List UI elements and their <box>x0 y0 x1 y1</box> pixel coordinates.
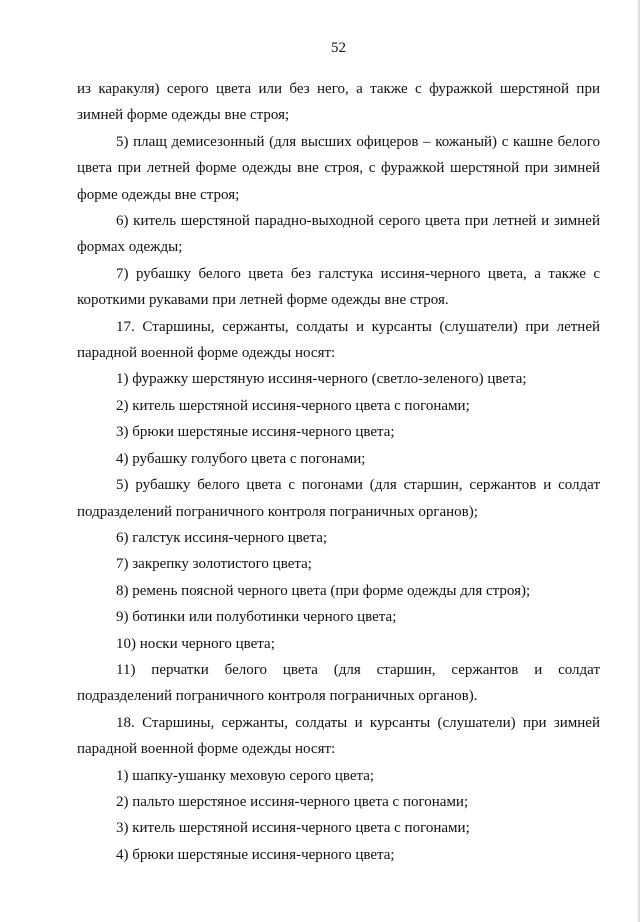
list-item: 5) плащ демисезонный (для высших офицеров – кожаный) с кашне белого цвета при летней форме одежды вне строя, с фуражкой шерстяной при зимней форме одежды вне строя; <box>77 133 600 203</box>
list-item: 8) ремень поясной черного цвета (при форме одежды для строя); <box>116 582 531 599</box>
paragraph-continuation: из каракуля) серого цвета или без него, а также с фуражкой шерстяной при зимней форме одежды вне строя; <box>77 81 600 124</box>
list-item: 3) китель шерстяной иссиня-черного цвета с погонами; <box>116 820 470 837</box>
list-item: 2) пальто шерстяное иссиня-черного цвета с погонами; <box>116 793 469 810</box>
list-item: 6) галстук иссиня-черного цвета; <box>116 529 328 546</box>
list-item: 7) рубашку белого цвета без галстука иссиня-черного цвета, а также с короткими рукавами при летней форме одежды вне строя. <box>77 265 600 309</box>
list-item: 4) брюки шерстяные иссиня-черного цвета; <box>116 846 395 863</box>
list-item: 3) брюки шерстяные иссиня-черного цвета; <box>116 424 395 441</box>
section-17-intro: 17. Старшины, сержанты, солдаты и курсанты (слушатели) при летней парадной военной форме одежды носят: <box>77 318 600 362</box>
list-item: 5) рубашку белого цвета с погонами (для старшин, сержантов и солдат подразделений пограничного контроля пограничных органов); <box>77 477 600 520</box>
list-item: 11) перчатки белого цвета (для старшин, сержантов и солдат подразделений пограничного контроля пограничных органов). <box>77 661 600 705</box>
list-item: 6) китель шерстяной парадно-выходной серого цвета при летней и зимней формах одежды; <box>77 213 600 256</box>
page-number: 52 <box>331 40 346 56</box>
list-item: 2) китель шерстяной иссиня-черного цвета с погонами; <box>116 397 470 414</box>
list-item: 1) шапку-ушанку меховую серого цвета; <box>116 767 375 784</box>
section-18-intro: 18. Старшины, сержанты, солдаты и курсанты (слушатели) при зимней парадной военной форме одежды носят: <box>77 714 600 758</box>
list-item: 10) носки черного цвета; <box>116 635 275 652</box>
list-item: 7) закрепку золотистого цвета; <box>116 556 312 573</box>
list-item: 9) ботинки или полуботинки черного цвета; <box>116 609 397 626</box>
list-item: 4) рубашку голубого цвета с погонами; <box>116 450 366 467</box>
list-item: 1) фуражку шерстяную иссиня-черного (светло-зеленого) цвета; <box>116 371 527 388</box>
